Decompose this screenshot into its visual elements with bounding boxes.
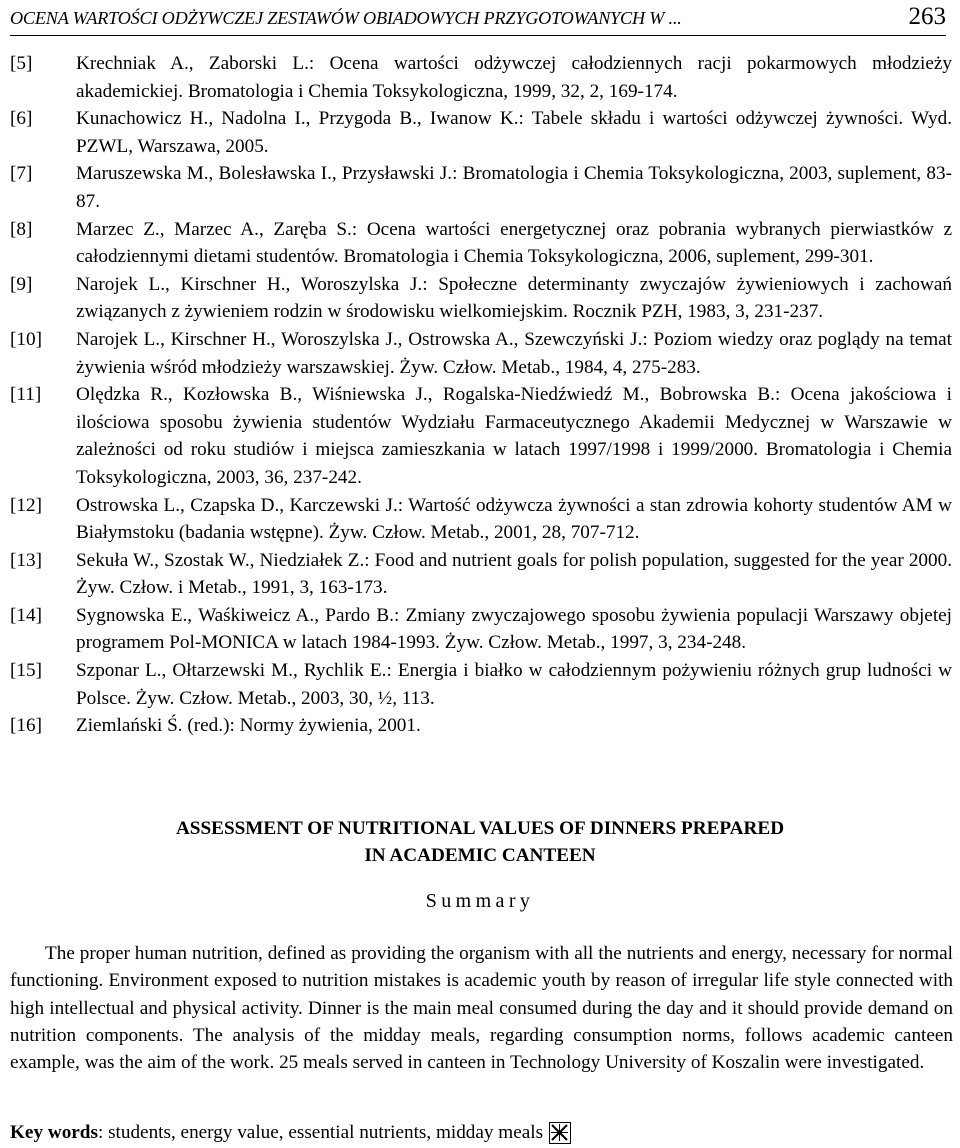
- reference-text: Marzec Z., Marzec A., Zaręba S.: Ocena wartości energetycznej oraz pobrania wybranych pierwiastków z całodziennymi dietami studentów. Bromatologia i Chemia Toksykologiczna, 2006, suplement, 299-301.: [76, 218, 952, 268]
- reference-item: [10, 547, 952, 602]
- reference-text: Sygnowska E., Waśkiweicz A., Pardo B.: Zmiany zwyczajowego sposobu żywienia populacji Warszawy objetej programem Pol-MONICA w latach 1984-1993. Żyw. Człow. Metab., 1997, 3, 234-248.: [76, 604, 952, 654]
- keywords-text: : students, energy value, essential nutrients, midday meals: [97, 1122, 544, 1143]
- reference-number: [13]: [10, 549, 42, 571]
- reference-number: [8]: [10, 218, 33, 240]
- keywords-label: Key words: [10, 1122, 98, 1143]
- reference-number: [5]: [10, 53, 33, 74]
- reference-item: [10, 326, 952, 381]
- summary-heading: Summary: [425, 890, 535, 912]
- english-title: [0, 815, 960, 869]
- summary-text: The proper human nutrition, defined as providing the organism with all the nutrients and energy, necessary for normal functioning. Environment exposed to nutrition mistakes is academic youth by reason of irregular life style connected with high intellectual and physical activity. Dinner is the main meal consumed during the day and it should provide demand on nutrition components. The analysis of the midday meals, regarding consumption norms, follows academic canteen example, was the aim of the work. 25 meals served in canteen in Technology University of Koszalin were investigated.: [10, 943, 953, 1074]
- reference-item: [10, 105, 952, 160]
- crossed-box-icon-graphic: [550, 1123, 569, 1142]
- reference-number: [16]: [10, 715, 42, 737]
- reference-number: [12]: [10, 494, 42, 516]
- reference-item: [10, 602, 952, 657]
- reference-text: Narojek L., Kirschner H., Woroszylska J., Ostrowska A., Szewczyński J.: Poziom wiedzy oraz poglądy na temat żywienia wśród młodzieży warszawskiej. Żyw. Człow. Metab., 1984, 4, 275-283.: [76, 328, 952, 378]
- reference-text: Ostrowska L., Czapska D., Karczewski J.: Wartość odżywcza żywności a stan zdrowia kohorty studentów AM w Białymstoku (badania wstępne). Żyw. Człow. Metab., 2001, 28, 707-712.: [76, 494, 952, 544]
- reference-text: Szponar L., Ołtarzewski M., Rychlik E.: Energia i białko w całodziennym pożywieniu różnych grup ludności w Polsce. Żyw. Człow. Metab., 2003, 30, ½, 113.: [76, 660, 952, 709]
- running-header: [10, 2, 946, 36]
- reference-text: Sekuła W., Szostak W., Niedziałek Z.: Food and nutrient goals for polish population, suggested for the year 2000. Żyw. Człow. i Metab., 1991, 3, 163-173.: [76, 549, 952, 599]
- reference-number: [7]: [10, 163, 33, 185]
- summary-paragraph: [10, 940, 953, 1076]
- reference-text: Maruszewska M., Bolesławska I., Przysławski J.: Bromatologia i Chemia Toksykologiczna, 2003, suplement, 83-87.: [76, 163, 952, 212]
- english-title-line-2: IN ACADEMIC CANTEEN: [364, 845, 596, 866]
- reference-number: [6]: [10, 108, 33, 130]
- reference-text: Krechniak A., Zaborski L.: Ocena wartości odżywczej całodziennych racji pokarmowych młodzieży akademickiej. Bromatologia i Chemia Toksykologiczna, 1999, 32, 2, 169-174.: [76, 53, 952, 102]
- reference-item: [10, 160, 952, 215]
- crossed-box-icon: [549, 1122, 571, 1144]
- reference-number: [10]: [10, 328, 42, 350]
- reference-text: Kunachowicz H., Nadolna I., Przygoda B., Iwanow K.: Tabele składu i wartości odżywczej żywności. Wyd. PZWL, Warszawa, 2005.: [76, 108, 952, 157]
- page-number: 263: [908, 3, 946, 30]
- reference-text: Olędzka R., Kozłowska B., Wiśniewska J., Rogalska-Niedźwiedź M., Bobrowska B.: Ocena jakościowa i ilościowa sposobu żywienia studentów Wydziału Farmaceutycznego Akademii Medycznej w Warszawie w zależności od roku studiów i miejsca zamieszkania w latach 1997/1998 i 1999/2000. Bromatologia i Chemia Toksykologiczna, 2003, 36, 237-242.: [76, 384, 952, 488]
- reference-list: [10, 50, 952, 740]
- reference-number: [11]: [10, 384, 42, 406]
- keywords-line: [10, 1120, 950, 1146]
- reference-text: Narojek L., Kirschner H., Woroszylska J.: Społeczne determinanty zwyczajów żywieniowych i zachowań związanych z żywieniem rodzin w środowisku wielkomiejskim. Rocznik PZH, 1983, 3, 231-237.: [76, 273, 952, 323]
- reference-item: [10, 712, 952, 740]
- reference-item: [10, 492, 952, 547]
- reference-item: [10, 271, 952, 326]
- reference-item: [10, 381, 952, 491]
- reference-item: [10, 50, 952, 105]
- reference-number: [14]: [10, 604, 42, 626]
- reference-item: [10, 216, 952, 271]
- reference-number: [15]: [10, 660, 42, 682]
- english-title-line-1: ASSESSMENT OF NUTRITIONAL VALUES OF DINNERS PREPARED: [175, 818, 785, 839]
- reference-text: Ziemlański Ś. (red.): Normy żywienia, 2001.: [76, 715, 421, 737]
- reference-item: [10, 657, 952, 712]
- running-title: OCENA WARTOŚCI ODŻYWCZEJ ZESTAWÓW OBIADOWYCH PRZYGOTOWANYCH W ...: [10, 8, 682, 28]
- reference-number: [9]: [10, 273, 33, 295]
